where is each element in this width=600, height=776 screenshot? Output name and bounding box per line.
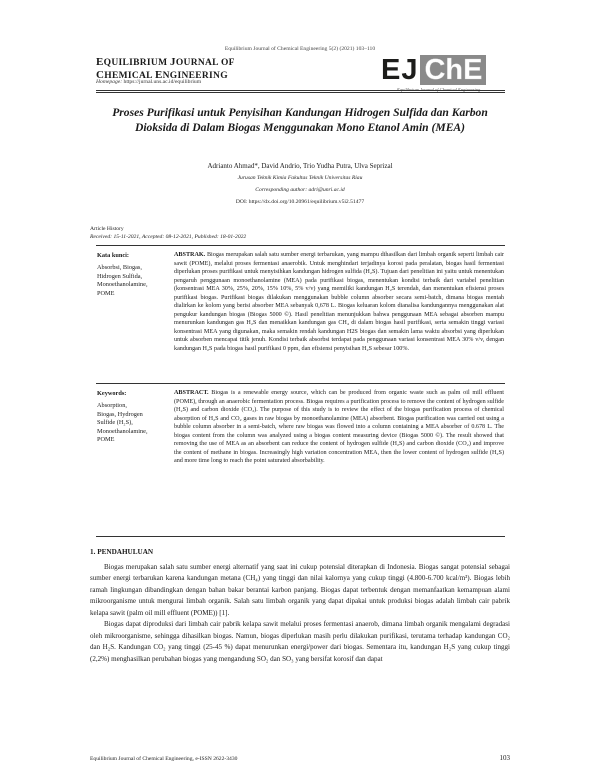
journal-name-line-1: EQUILIBRIUM JOURNAL OF — [96, 56, 235, 68]
journal-homepage — [96, 79, 201, 85]
logo-left-text: EJ — [381, 54, 419, 86]
keywords-id-title: Kata kunci: — [97, 252, 130, 259]
abstrak-indonesian — [174, 251, 504, 354]
abstract-label: ABSTRACT. — [174, 390, 209, 396]
homepage-label: Homepage: — [96, 79, 123, 85]
keywords-en-title: Keywords: — [97, 390, 127, 397]
header-divider-thin — [96, 92, 505, 93]
keyword-item: Absorption, — [97, 402, 127, 409]
keyword-item: Hidrogen Sulfida, — [97, 272, 143, 280]
history-dates: Received: 15-11-2021, Accepted: 08-12-2021, Published: 18-01-2022 — [90, 234, 247, 240]
keywords-en-list — [97, 402, 165, 445]
affiliation: Jurusan Teknik Kimia Fakultas Teknik Universitas Riau — [237, 175, 363, 181]
footer-journal: Equilibrium Journal of Chemical Engineering, e-ISSN 2622-3430 — [90, 756, 238, 762]
abstrak-label: ABSTRAK. — [174, 252, 206, 258]
corresponding-author: Corresponding author: adri@unri.ac.id — [255, 187, 345, 193]
logo-subtitle: Equilibrium Journal of Chemical Engineering — [397, 87, 481, 92]
body-paragraph: Biogas merupakan salah satu sumber energi alternatif yang saat ini cukup potensial diterapkan di Indonesia. Biogas sangat potensial sebagai sumber energi terbarukan karena kandungan metana (CH₄) yang tinggi dan nilai kalornya yang cukup tinggi (4.800-6.700 kcal/m³). Biogas lebih ramah lingkungan dibandingkan dengan bahan bakar berantai karbon panjang. Biogas dapat terbentuk dengan memanfaatkan kemampuan alami mikroorganisme untuk mengurai limbah organik. Salah satu limbah organik yang dapat dipakai untuk produksi biogas adalah limbah cair pabrik kelapa sawit (palm oil mill effluent (POME)) [1]. — [90, 563, 510, 617]
keywords-id-list — [97, 264, 165, 298]
page-number: 103 — [499, 754, 510, 762]
keyword-item: POME — [97, 289, 115, 297]
abstract-bottom-divider — [96, 536, 505, 537]
homepage-link[interactable]: https://jurnal.uns.ac.id/equilibrium — [123, 79, 202, 85]
journal-logo — [381, 55, 486, 85]
running-header: Equilibrium Journal of Chemical Engineering 5(2) (2021) 103–110 — [224, 46, 376, 52]
abstract-mid-divider — [96, 383, 505, 384]
body-paragraph: Biogas dapat diproduksi dari limbah cair pabrik kelapa sawit melalui proses fermentasi anaerob, dimana limbah organik mengalami degradasi oleh mikroorganisme, sehingga dihasilkan biogas. Namun, biogas diperlukan masih perlu dilakukan purifikasi, terutama terhadap kandungan CO₂ dan H₂S. Kandungan CO₂ yang tinggi (25-45 %) dapat menurunkan energi/power dari biogas. Sementara itu, kandungan H₂S yang cukup tinggi (2,2%) menghasilkan perubahan biogas yang mengandung SO₂ dan SO₃ yang bersifat korosif dan dapat — [90, 620, 510, 663]
keyword-item: POME — [97, 436, 115, 444]
keyword-item: Monoethanolamine, — [97, 281, 148, 289]
abstract-text: Biogas is a renewable energy source, which can be produced from organic waste such as palm oil mill effluent (POME), through an anaerobic fermentation process. Biogas requires a purification process to remove the content of hydrogen sulfide (H₂S) and carbon dioxide (CO₂). The purpose of this study is to review the effect of the biogas purification process of chemical absorption of H₂S and CO₂ gases in raw biogas by monoethanolamine (MEA) absorbent. Biogas purification was carried out using a bubble column absorber in a semi-batch, where raw biogas was flowed into a column containing a MEA absorber of 0.678 L. The biogas content from the column was analyzed using a biogas content measuring device (Biogas 5000 ©). The result showed that removing the use of MEA as an absorbent can reduce the content of hydrogen sulfide (H₂S) and carbon dioxide (CO₂) and improve the content of methane in biogas. Increasingly high variation concentration MEA, then the lower content of hydrogen sulfide (H₂S) and more time long to reach the point saturated absorbability. — [174, 390, 504, 465]
header-divider — [96, 90, 505, 91]
logo-right-text: ChE — [420, 55, 486, 85]
keyword-item: Biogas, Hydrogen — [97, 410, 143, 418]
history-label: Article History — [90, 226, 124, 232]
keyword-item: Monoethanolamine, — [97, 427, 148, 435]
abstrak-text: Biogas merupakan salah satu sumber energi terbarukan, yang mampu dihasilkan dari limbah organik seperti limbah cair sawit (POME), melalui proses fermentasi anaerobik. Untuk menghindari terjadinya korosi pada peralatan, biogas hasil fermentasi diperlukan proses purifikasi untuk menyisihkan kandungan hidrogen sulfida (H₂S). Tujuan dari penelitian ini yaitu untuk menentukan pengaruh penggunaan monoethanolamine (MEA) pada purifikasi biogas, menentukan kondisi terbaik dari variabel penelitian (konsentrasi MEA 30%, 25%, 20%, 15% 10%, 5% v/v) yang memiliki kandungan H₂S terendah, dan menentukan efisiensi proses purifikasi biogas. Purifikasi biogas dilakukan menggunakan bubble column absorber secara semi-batch, dimana biogas mentah dialirkan ke kolom yang berisi absorber MEA sebanyak 0,678 L. Biogas keluaran kolom dianalisa kandungannya menggunakan alat pengukur kandungan biogas (Biogas 5000 ©). Hasil penelitian menunjukkan bahwa penggunaan MEA sebagai absorben mampu menurunkan kandungan gas H₂S dan menaikkan kandungan gas CH₄ di dalam biogas hasil purifikasi, serta semakin tinggi variasi konsentrasi MEA yang digunakan, maka semakin rendah kandungan H2S biogas dan semakin lama waktu absorbsi yang diperlukan untuk absorben mencapai titik jenuh. Kondisi terbaik absorbsi terdapat pada penggunaan variasi konsentrasi MEA 30% v/v, dengan kandungan H₂S pada biogas hasil purifikasi 0 ppm, dan efisiensi penyisihan H₂S sebesar 100%. — [174, 252, 504, 353]
abstract-english — [174, 389, 504, 466]
section-body — [90, 562, 510, 665]
section-heading: 1. PENDAHULUAN — [90, 548, 154, 556]
keyword-item: Absorbsi, Biogas, — [97, 264, 142, 271]
article-title: Proses Purifikasi untuk Penyisihan Kandungan Hidrogen Sulfida dan Karbon Dioksida di Dalam Biogas Menggunakan Mono Etanol Amin (MEA) — [112, 106, 488, 134]
keyword-item: Sulfide (H₂S), — [97, 419, 133, 427]
abstract-top-divider — [96, 245, 505, 246]
author-list: Adrianto Ahmad*, David Andrio, Trio Yudha Putra, Ulva Seprizal — [207, 162, 393, 170]
doi-link[interactable]: DOI: https://dx.doi.org/10.20961/equilibrium.v5i2.51477 — [235, 199, 365, 205]
journal-name-line-2: CHEMICAL ENGINEERING — [96, 69, 228, 81]
